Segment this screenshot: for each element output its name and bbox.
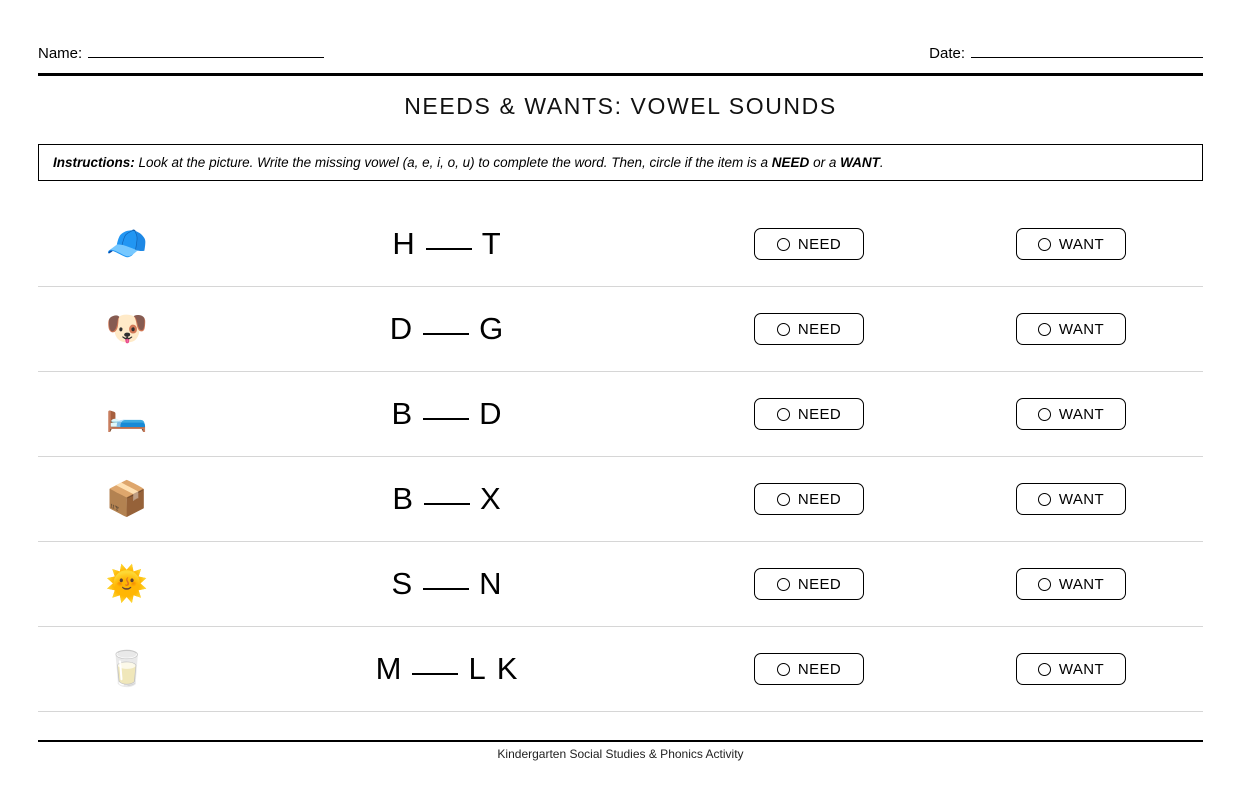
need-option-button[interactable] [754, 653, 864, 685]
picture-cell [38, 309, 216, 349]
want-option-button[interactable] [1016, 653, 1126, 685]
need-cell [678, 398, 940, 430]
baseball-cap-icon: 🧢 [105, 225, 149, 263]
need-option-button[interactable] [754, 483, 864, 515]
missing-vowel-blank[interactable] [412, 673, 458, 675]
exercise-row [38, 372, 1203, 457]
glass-of-milk-icon: 🥛 [105, 650, 149, 688]
need-option-label: NEED [797, 405, 842, 423]
word-letters-after: X [480, 481, 502, 516]
radio-circle-icon[interactable] [1038, 578, 1051, 591]
exercise-row [38, 202, 1203, 287]
need-cell [678, 483, 940, 515]
word-letters-before: M [375, 651, 403, 686]
instructions-part-1: Look at the picture. Write the missing vowel (a, e, i, o, u) to complete the word. Then, circle if the item is a [134, 154, 772, 170]
word-prompt [391, 566, 502, 602]
word-cell [216, 651, 678, 687]
need-option-label: NEED [797, 575, 842, 593]
missing-vowel-blank[interactable] [423, 588, 469, 590]
exercise-row [38, 542, 1203, 627]
missing-vowel-blank[interactable] [423, 418, 469, 420]
exercise-row [38, 287, 1203, 372]
picture-cell [38, 564, 216, 604]
want-option-label: WANT [1058, 660, 1105, 678]
need-option-button[interactable] [754, 568, 864, 600]
radio-circle-icon[interactable] [1038, 408, 1051, 421]
picture-cell [38, 394, 216, 434]
need-cell [678, 653, 940, 685]
instructions-need-word: NEED [771, 154, 810, 170]
radio-circle-icon[interactable] [1038, 493, 1051, 506]
want-cell [940, 228, 1202, 260]
word-letters-tail: K [496, 651, 519, 686]
need-option-button[interactable] [754, 228, 864, 260]
picture-cell [38, 649, 216, 689]
missing-vowel-blank[interactable] [426, 248, 472, 250]
want-option-button[interactable] [1016, 313, 1126, 345]
word-letters-after: L [468, 651, 487, 686]
word-letters-after: G [479, 311, 505, 346]
date-write-line[interactable] [971, 43, 1203, 58]
instructions-want-word: WANT [840, 154, 880, 170]
need-cell [678, 228, 940, 260]
need-option-label: NEED [797, 660, 842, 678]
word-letters-before: B [392, 481, 414, 516]
word-prompt [391, 396, 502, 432]
word-cell [216, 311, 678, 347]
bed-icon: 🛏️ [105, 395, 149, 433]
radio-circle-icon[interactable] [1038, 323, 1051, 336]
picture-cell [38, 224, 216, 264]
word-prompt [392, 226, 501, 262]
need-cell [678, 568, 940, 600]
name-date-header [38, 33, 1203, 63]
word-prompt [392, 481, 501, 517]
want-option-button[interactable] [1016, 398, 1126, 430]
word-letters-before: D [389, 311, 414, 346]
exercise-row [38, 627, 1203, 712]
need-option-label: NEED [797, 235, 842, 253]
date-label: Date: [929, 45, 965, 62]
instructions-part-2: or a [809, 154, 841, 170]
want-cell [940, 398, 1202, 430]
word-letters-before: S [391, 566, 414, 601]
instructions-box [38, 144, 1203, 181]
need-option-button[interactable] [754, 313, 864, 345]
radio-circle-icon[interactable] [777, 663, 790, 676]
page-title: NEEDS & WANTS: VOWEL SOUNDS [404, 93, 837, 119]
need-option-button[interactable] [754, 398, 864, 430]
need-cell [678, 313, 940, 345]
want-option-label: WANT [1058, 490, 1105, 508]
radio-circle-icon[interactable] [777, 323, 790, 336]
want-option-label: WANT [1058, 320, 1105, 338]
word-letters-after: T [481, 226, 502, 261]
word-letters-after: N [479, 566, 503, 601]
want-option-button[interactable] [1016, 483, 1126, 515]
instructions-part-3: . [879, 154, 884, 170]
name-write-line[interactable] [88, 43, 324, 58]
missing-vowel-blank[interactable] [424, 503, 470, 505]
word-cell [216, 226, 678, 262]
exercise-rows [38, 202, 1203, 712]
footer-text: Kindergarten Social Studies & Phonics Activity [497, 747, 744, 761]
want-cell [940, 568, 1202, 600]
radio-circle-icon[interactable] [777, 493, 790, 506]
word-cell [216, 396, 678, 432]
radio-circle-icon[interactable] [777, 578, 790, 591]
word-cell [216, 481, 678, 517]
word-letters-before: H [392, 226, 416, 261]
header-divider [38, 73, 1203, 76]
instructions-text [53, 155, 884, 171]
want-cell [940, 653, 1202, 685]
want-option-label: WANT [1058, 575, 1105, 593]
word-letters-after: D [479, 396, 503, 431]
word-cell [216, 566, 678, 602]
footer-divider [38, 740, 1203, 742]
word-prompt [390, 311, 505, 347]
instructions-lead: Instructions: [53, 154, 135, 170]
want-option-label: WANT [1058, 405, 1105, 423]
want-option-button[interactable] [1016, 228, 1126, 260]
need-option-label: NEED [797, 320, 842, 338]
radio-circle-icon[interactable] [1038, 238, 1051, 251]
dog-face-icon: 🐶 [105, 310, 149, 348]
date-field [929, 43, 1203, 63]
word-letters-before: B [391, 396, 414, 431]
radio-circle-icon[interactable] [777, 238, 790, 251]
want-cell [940, 483, 1202, 515]
want-option-button[interactable] [1016, 568, 1126, 600]
package-box-icon: 📦 [105, 480, 149, 518]
picture-cell [38, 479, 216, 519]
sun-icon: 🌞 [105, 565, 149, 603]
name-field [38, 43, 324, 63]
word-prompt [376, 651, 519, 687]
need-option-label: NEED [797, 490, 842, 508]
name-label: Name: [38, 45, 83, 62]
radio-circle-icon[interactable] [777, 408, 790, 421]
want-option-label: WANT [1058, 235, 1105, 253]
exercise-row [38, 457, 1203, 542]
want-cell [940, 313, 1202, 345]
radio-circle-icon[interactable] [1038, 663, 1051, 676]
missing-vowel-blank[interactable] [423, 333, 469, 335]
